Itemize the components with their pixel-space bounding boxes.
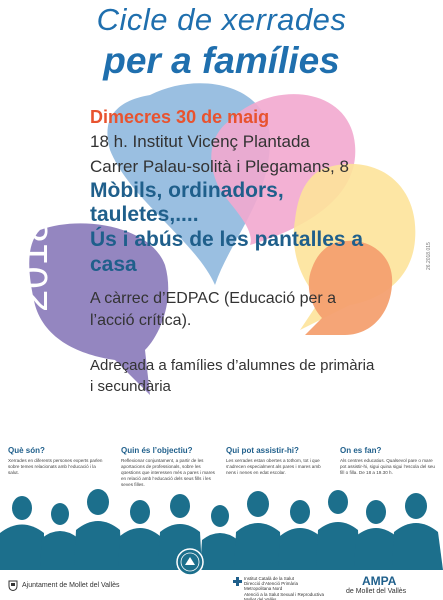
topic-line: tauletes,.... xyxy=(90,203,199,226)
health-cross-icon xyxy=(233,577,242,586)
info-heading: Quin és l’objectiu? xyxy=(121,446,193,455)
info-block-what xyxy=(8,446,108,476)
host-line: A càrrec d’EDPAC (Educació per a xyxy=(90,290,337,307)
info-heading: On es fan? xyxy=(340,446,382,455)
title-line-2: per a famílies xyxy=(103,40,340,81)
crowd-silhouettes xyxy=(0,488,443,570)
audience-line: Adreçada a famílies d’alumnes de primària xyxy=(90,357,375,374)
topic-line: casa xyxy=(90,253,137,276)
year-label: 2018 xyxy=(12,219,56,312)
info-heading: Què són? xyxy=(8,446,45,455)
ics-label: Institut Català de la Salut Direcció d’Atenció Primària Metropolitana Nord Atenció a la Salut Sexual i Reproductiva Mollet del Vallès xyxy=(244,576,325,600)
audience-line: i secundària xyxy=(90,378,171,395)
info-text: Reflexionar conjuntament, a partir de les aportacions de professionals, sobre les qüestions que interessen més a pares i mares en relació amb l’educació dels seus fills i les seves filles. xyxy=(121,458,215,487)
town-shield-icon xyxy=(8,580,18,591)
ampa-label: AMPA xyxy=(362,574,397,588)
ajuntament-label: Ajuntament de Mollet del Vallès xyxy=(22,582,120,589)
event-date: Dimecres 30 de maig xyxy=(90,107,270,127)
round-seal-icon xyxy=(176,548,204,576)
topic-line: Ús i abús de les pantalles a xyxy=(90,228,364,251)
footer xyxy=(0,570,443,600)
title-line-1: Cicle de xerrades xyxy=(96,2,347,37)
event-address: Carrer Palau-solità i Plegamans, 8 xyxy=(90,157,349,176)
info-text: Les xerrades estan obertes a tothom, tot i que s’adrecen especialment als pares i mares amb nens i nenes en edat escolar. xyxy=(226,458,321,475)
info-heading: Qui pot assistir-hi? xyxy=(226,446,299,455)
host-line: l’acció crítica). xyxy=(90,312,192,329)
topic-line: Mòbils, ordinadors, xyxy=(90,179,284,202)
info-block-objective xyxy=(121,446,221,488)
event-time-place: 18 h. Institut Vicenç Plantada xyxy=(90,132,310,151)
info-text: Als centres educatius. Qualsevol pare o mare pot assistir-hi, sigui quina sigui l’escola del seu fill o filla. De 18 a 19.30 h. xyxy=(340,458,435,475)
ampa-sub-label: de Mollet del Vallès xyxy=(346,588,407,595)
info-block-where xyxy=(340,446,435,476)
info-text: Xerrades en diferents persones experts parlen sobre temes relacionats amb l’educació i la salut. xyxy=(8,458,103,475)
info-block-who xyxy=(226,446,326,476)
reference-code: 26.2018.015 xyxy=(426,242,432,270)
